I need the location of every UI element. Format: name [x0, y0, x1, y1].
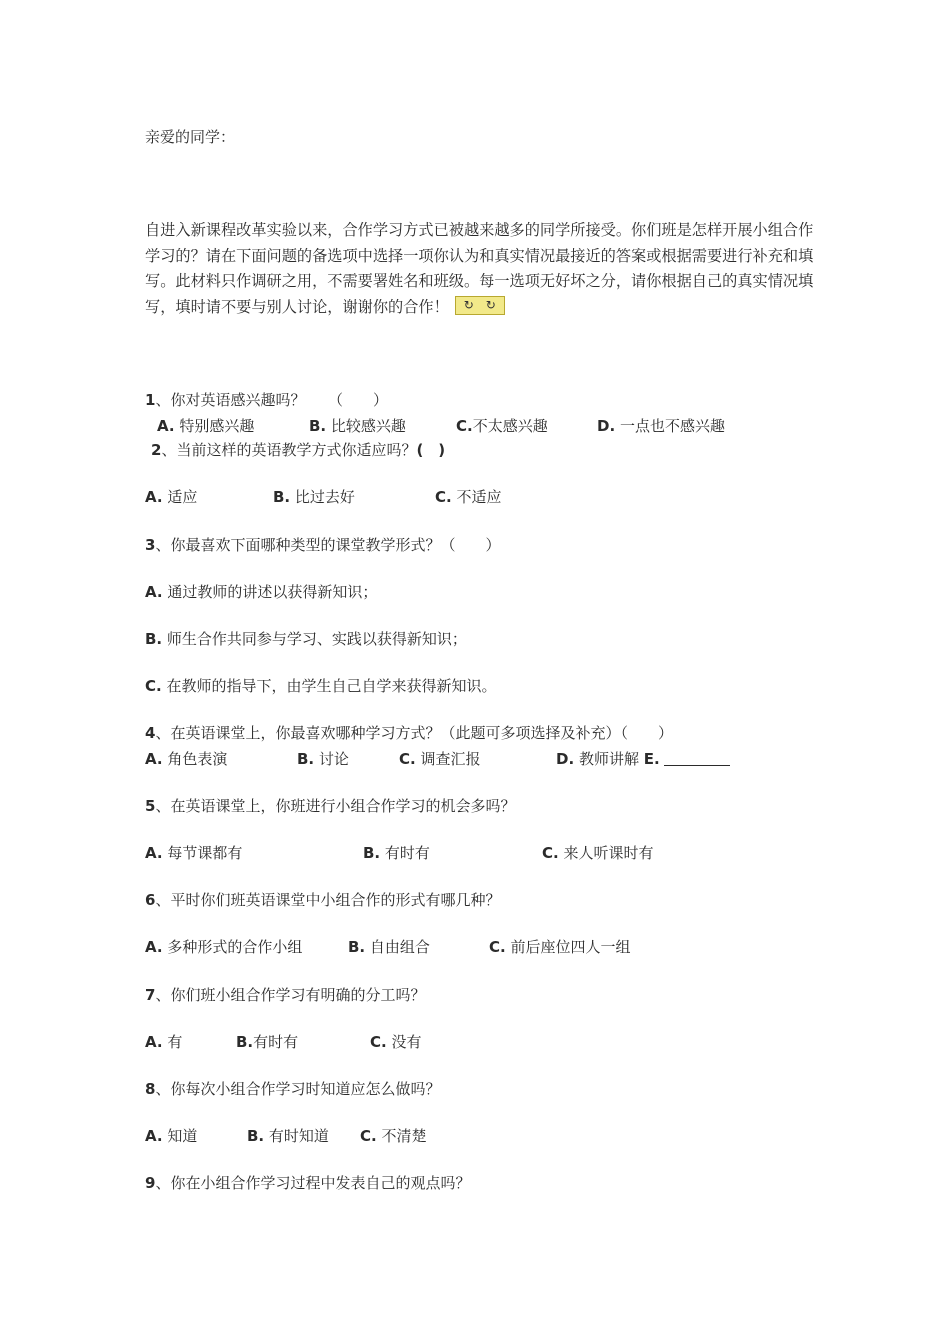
question-5	[145, 796, 515, 816]
question-text: 、你在小组合作学习过程中发表自己的观点吗？	[155, 1174, 471, 1192]
question-number: 7	[145, 986, 156, 1004]
option-3c: C. 在教师的指导下，由学生自己自学来获得新知识。	[145, 677, 497, 695]
question-1	[145, 390, 388, 410]
option-8b: B. 有时知道	[247, 1127, 329, 1145]
question-number: 8	[145, 1080, 156, 1098]
question-9	[145, 1173, 470, 1193]
question-text: 、你每次小组合作学习时知道应怎么做吗？	[155, 1080, 441, 1098]
question-6	[145, 890, 500, 910]
option-3b: B. 师生合作共同参与学习、实践以获得新知识；	[145, 630, 467, 648]
option-4c: C. 调查汇报	[399, 750, 481, 768]
question-number: 5	[145, 797, 156, 815]
question-text: 、你最喜欢下面哪种类型的课堂教学形式？（ ）	[155, 536, 501, 554]
option-1d: D. 一点也不感兴趣	[597, 417, 725, 435]
question-number: 3	[145, 536, 156, 554]
option-6b: B. 自由组合	[348, 938, 430, 956]
question-number: 9	[145, 1174, 156, 1192]
option-6a: A. 多种形式的合作小组	[145, 938, 303, 956]
option-1b: B. 比较感兴趣	[309, 417, 406, 435]
question-2	[151, 440, 445, 460]
option-5a: A. 每节课都有	[145, 844, 243, 862]
question-text: 、你对英语感兴趣吗？ （ ）	[155, 391, 388, 409]
question-3	[145, 535, 500, 555]
option-2a: A. 适应	[145, 488, 198, 506]
option-5c: C. 来人听课时有	[542, 844, 654, 862]
option-1a: A. 特别感兴趣	[157, 417, 255, 435]
intro-text: 自进入新课程改革实验以来，合作学习方式已被越来越多的同学所接受。你们班是怎样开展小组合作学习的？请在下面问题的备选项中选择一项你认为和真实情况最接近的答案或根据需要进行补充和填写。此材料只作调研之用，不需要署姓名和班级。每一选项无好坏之分，请你根据自己的真实情况填写，填时请不要与别人讨论，谢谢你的合作！	[145, 221, 814, 316]
option-6c: C. 前后座位四人一组	[489, 938, 631, 956]
option-7c: C. 没有	[370, 1033, 422, 1051]
question-text: 、在英语课堂上，你最喜欢哪种学习方式？（此题可多项选择及补充）（ ）	[155, 724, 673, 742]
question-text: 、平时你们班英语课堂中小组合作的形式有哪几种？	[155, 891, 501, 909]
question-8	[145, 1079, 440, 1099]
option-4d: D. 教师讲解 E.	[556, 749, 730, 769]
option-2c: C. 不适应	[435, 488, 502, 506]
option-3a: A. 通过教师的讲述以获得新知识；	[145, 583, 378, 601]
question-4	[145, 723, 673, 743]
option-5b: B. 有时有	[363, 844, 430, 862]
option-8c: C. 不清楚	[360, 1127, 427, 1145]
question-number: 6	[145, 891, 156, 909]
option-2b: B. 比过去好	[273, 488, 355, 506]
question-number: 1	[145, 391, 156, 409]
option-7b: B.有时有	[236, 1033, 299, 1051]
option-4b: B. 讨论	[297, 750, 349, 768]
question-number: 2	[151, 441, 162, 459]
double-scroll-sticker-icon: ↻ ↻	[455, 296, 505, 315]
answer-paren: ( )	[416, 441, 446, 459]
question-number: 4	[145, 724, 156, 742]
option-8a: A. 知道	[145, 1127, 198, 1145]
option-1c: C.不太感兴趣	[456, 417, 548, 435]
question-text: 、当前这样的英语教学方式你适应吗？	[161, 441, 417, 459]
fill-in-blank[interactable]	[664, 751, 730, 766]
question-text: 、在英语课堂上，你班进行小组合作学习的机会多吗？	[155, 797, 516, 815]
greeting: 亲爱的同学：	[145, 128, 236, 146]
option-7a: A. 有	[145, 1033, 183, 1051]
question-text: 、你们班小组合作学习有明确的分工吗？	[155, 986, 426, 1004]
option-4a: A. 角色表演	[145, 750, 228, 768]
intro-paragraph	[145, 218, 825, 320]
question-7	[145, 985, 425, 1005]
